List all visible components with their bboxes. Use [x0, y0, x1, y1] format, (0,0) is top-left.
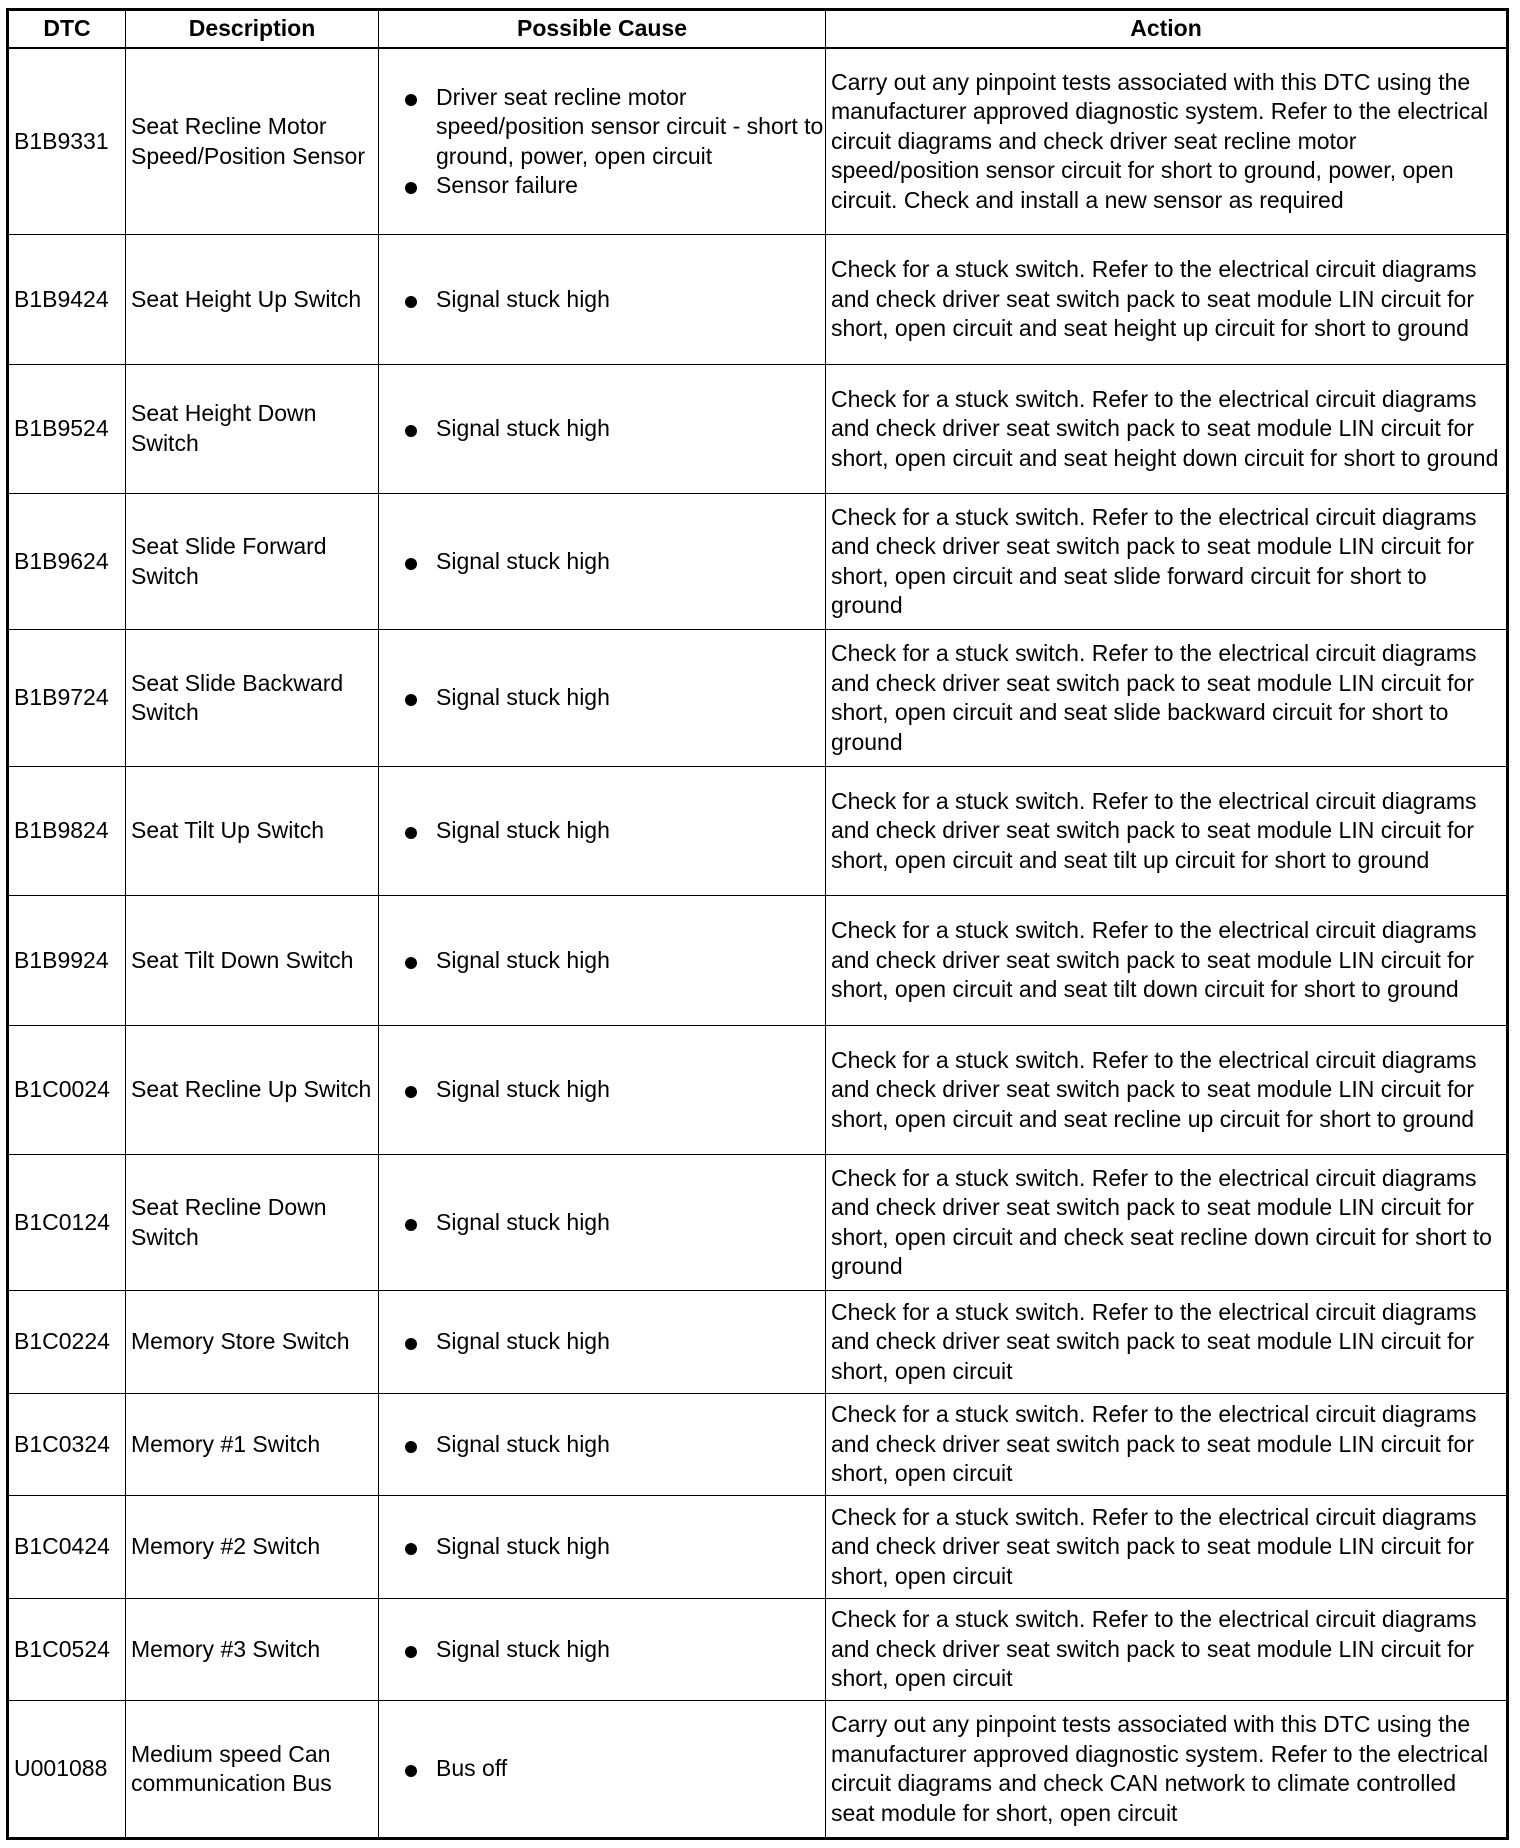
cause-list — [399, 285, 825, 315]
dtc-code-cell: B1B9524 — [8, 364, 126, 493]
action-cell: Carry out any pinpoint tests associated with this DTC using the manufacturer approved diagnostic system. Refer to the electrical circuit diagrams and check CAN network to climate controlled seat module for short, open circuit — [826, 1701, 1508, 1839]
description-cell: Seat Recline Up Switch — [126, 1025, 379, 1154]
cause-list-item: Driver seat recline motor speed/position sensor circuit - short to ground, power, open circuit — [399, 83, 825, 172]
description-cell: Memory #3 Switch — [126, 1598, 379, 1701]
header-description: Description — [126, 10, 379, 49]
dtc-code-cell: B1B9924 — [8, 896, 126, 1025]
action-cell: Check for a stuck switch. Refer to the electrical circuit diagrams and check driver seat switch pack to seat module LIN circuit for short, open circuit and seat height down circuit for short to ground — [826, 364, 1508, 493]
cause-list — [399, 683, 825, 713]
cause-list-item: Signal stuck high — [399, 1075, 825, 1105]
description-cell: Seat Slide Forward Switch — [126, 494, 379, 630]
cause-list — [399, 1532, 825, 1562]
dtc-code-cell: B1C0324 — [8, 1393, 126, 1496]
description-cell: Seat Tilt Up Switch — [126, 766, 379, 895]
dtc-table — [6, 8, 1509, 1840]
cause-list-item: Signal stuck high — [399, 1327, 825, 1357]
action-cell: Check for a stuck switch. Refer to the electrical circuit diagrams and check driver seat switch pack to seat module LIN circuit for short, open circuit and seat height up circuit for short to ground — [826, 235, 1508, 364]
table-row — [8, 1393, 1508, 1496]
possible-cause-cell — [379, 630, 826, 766]
table-row — [8, 1496, 1508, 1599]
dtc-code-cell: B1C0024 — [8, 1025, 126, 1154]
possible-cause-cell — [379, 494, 826, 630]
possible-cause-cell — [379, 1291, 826, 1394]
cause-list — [399, 946, 825, 976]
cause-list — [399, 816, 825, 846]
dtc-code-cell: U001088 — [8, 1701, 126, 1839]
cause-list-item: Bus off — [399, 1754, 825, 1784]
table-row — [8, 766, 1508, 895]
table-row — [8, 1598, 1508, 1701]
possible-cause-cell — [379, 364, 826, 493]
table-row — [8, 48, 1508, 235]
possible-cause-cell — [379, 766, 826, 895]
table-row — [8, 494, 1508, 630]
cause-list — [399, 1208, 825, 1238]
action-cell: Check for a stuck switch. Refer to the electrical circuit diagrams and check driver seat switch pack to seat module LIN circuit for short, open circuit — [826, 1393, 1508, 1496]
possible-cause-cell — [379, 896, 826, 1025]
possible-cause-cell — [379, 1155, 826, 1291]
dtc-code-cell: B1C0224 — [8, 1291, 126, 1394]
dtc-code-cell: B1B9724 — [8, 630, 126, 766]
action-cell: Check for a stuck switch. Refer to the electrical circuit diagrams and check driver seat switch pack to seat module LIN circuit for short, open circuit and seat slide backward circuit for short to ground — [826, 630, 1508, 766]
possible-cause-cell — [379, 1701, 826, 1839]
description-cell: Memory #2 Switch — [126, 1496, 379, 1599]
table-header — [8, 10, 1508, 49]
dtc-code-cell: B1B9331 — [8, 48, 126, 235]
description-cell: Seat Recline Down Switch — [126, 1155, 379, 1291]
table-row — [8, 1155, 1508, 1291]
description-cell: Seat Tilt Down Switch — [126, 896, 379, 1025]
table-row — [8, 896, 1508, 1025]
possible-cause-cell — [379, 48, 826, 235]
possible-cause-cell — [379, 235, 826, 364]
table-row — [8, 1025, 1508, 1154]
table-row — [8, 235, 1508, 364]
possible-cause-cell — [379, 1025, 826, 1154]
header-possible-cause: Possible Cause — [379, 10, 826, 49]
cause-list-item: Signal stuck high — [399, 1208, 825, 1238]
dtc-code-cell: B1C0424 — [8, 1496, 126, 1599]
cause-list — [399, 1430, 825, 1460]
cause-list — [399, 547, 825, 577]
action-cell: Check for a stuck switch. Refer to the electrical circuit diagrams and check driver seat switch pack to seat module LIN circuit for short, open circuit and seat tilt up circuit for short to ground — [826, 766, 1508, 895]
cause-list — [399, 1075, 825, 1105]
cause-list — [399, 414, 825, 444]
description-cell: Seat Slide Backward Switch — [126, 630, 379, 766]
table-row — [8, 1701, 1508, 1839]
table-row — [8, 364, 1508, 493]
action-cell: Check for a stuck switch. Refer to the electrical circuit diagrams and check driver seat switch pack to seat module LIN circuit for short, open circuit and seat tilt down circuit for short to ground — [826, 896, 1508, 1025]
cause-list — [399, 1327, 825, 1357]
cause-list-item: Signal stuck high — [399, 547, 825, 577]
cause-list — [399, 1635, 825, 1665]
table-row — [8, 1291, 1508, 1394]
action-cell: Check for a stuck switch. Refer to the electrical circuit diagrams and check driver seat switch pack to seat module LIN circuit for short, open circuit — [826, 1598, 1508, 1701]
action-cell: Check for a stuck switch. Refer to the electrical circuit diagrams and check driver seat switch pack to seat module LIN circuit for short, open circuit — [826, 1496, 1508, 1599]
table-body — [8, 48, 1508, 1839]
header-row — [8, 10, 1508, 49]
description-cell: Memory Store Switch — [126, 1291, 379, 1394]
cause-list-item: Signal stuck high — [399, 1430, 825, 1460]
action-cell: Check for a stuck switch. Refer to the electrical circuit diagrams and check driver seat switch pack to seat module LIN circuit for short, open circuit and check seat recline down circuit for short to ground — [826, 1155, 1508, 1291]
possible-cause-cell — [379, 1598, 826, 1701]
possible-cause-cell — [379, 1393, 826, 1496]
description-cell: Seat Height Up Switch — [126, 235, 379, 364]
action-cell: Check for a stuck switch. Refer to the electrical circuit diagrams and check driver seat switch pack to seat module LIN circuit for short, open circuit — [826, 1291, 1508, 1394]
cause-list-item: Signal stuck high — [399, 1532, 825, 1562]
dtc-code-cell: B1C0124 — [8, 1155, 126, 1291]
dtc-code-cell: B1B9824 — [8, 766, 126, 895]
description-cell: Seat Height Down Switch — [126, 364, 379, 493]
description-cell: Memory #1 Switch — [126, 1393, 379, 1496]
description-cell: Medium speed Can communication Bus — [126, 1701, 379, 1839]
cause-list-item: Signal stuck high — [399, 683, 825, 713]
description-cell: Seat Recline Motor Speed/Position Sensor — [126, 48, 379, 235]
cause-list-item: Signal stuck high — [399, 816, 825, 846]
cause-list — [399, 83, 825, 201]
dtc-code-cell: B1B9424 — [8, 235, 126, 364]
action-cell: Check for a stuck switch. Refer to the electrical circuit diagrams and check driver seat switch pack to seat module LIN circuit for short, open circuit and seat slide forward circuit for short to ground — [826, 494, 1508, 630]
cause-list — [399, 1754, 825, 1784]
dtc-code-cell: B1C0524 — [8, 1598, 126, 1701]
header-dtc: DTC — [8, 10, 126, 49]
header-action: Action — [826, 10, 1508, 49]
cause-list-item: Signal stuck high — [399, 946, 825, 976]
cause-list-item: Signal stuck high — [399, 1635, 825, 1665]
possible-cause-cell — [379, 1496, 826, 1599]
dtc-code-cell: B1B9624 — [8, 494, 126, 630]
cause-list-item: Signal stuck high — [399, 414, 825, 444]
action-cell: Carry out any pinpoint tests associated with this DTC using the manufacturer approved diagnostic system. Refer to the electrical circuit diagrams and check driver seat recline motor speed/position sensor circuit for short to ground, power, open circuit. Check and install a new sensor as required — [826, 48, 1508, 235]
action-cell: Check for a stuck switch. Refer to the electrical circuit diagrams and check driver seat switch pack to seat module LIN circuit for short, open circuit and seat recline up circuit for short to ground — [826, 1025, 1508, 1154]
cause-list-item: Sensor failure — [399, 171, 825, 201]
table-row — [8, 630, 1508, 766]
cause-list-item: Signal stuck high — [399, 285, 825, 315]
